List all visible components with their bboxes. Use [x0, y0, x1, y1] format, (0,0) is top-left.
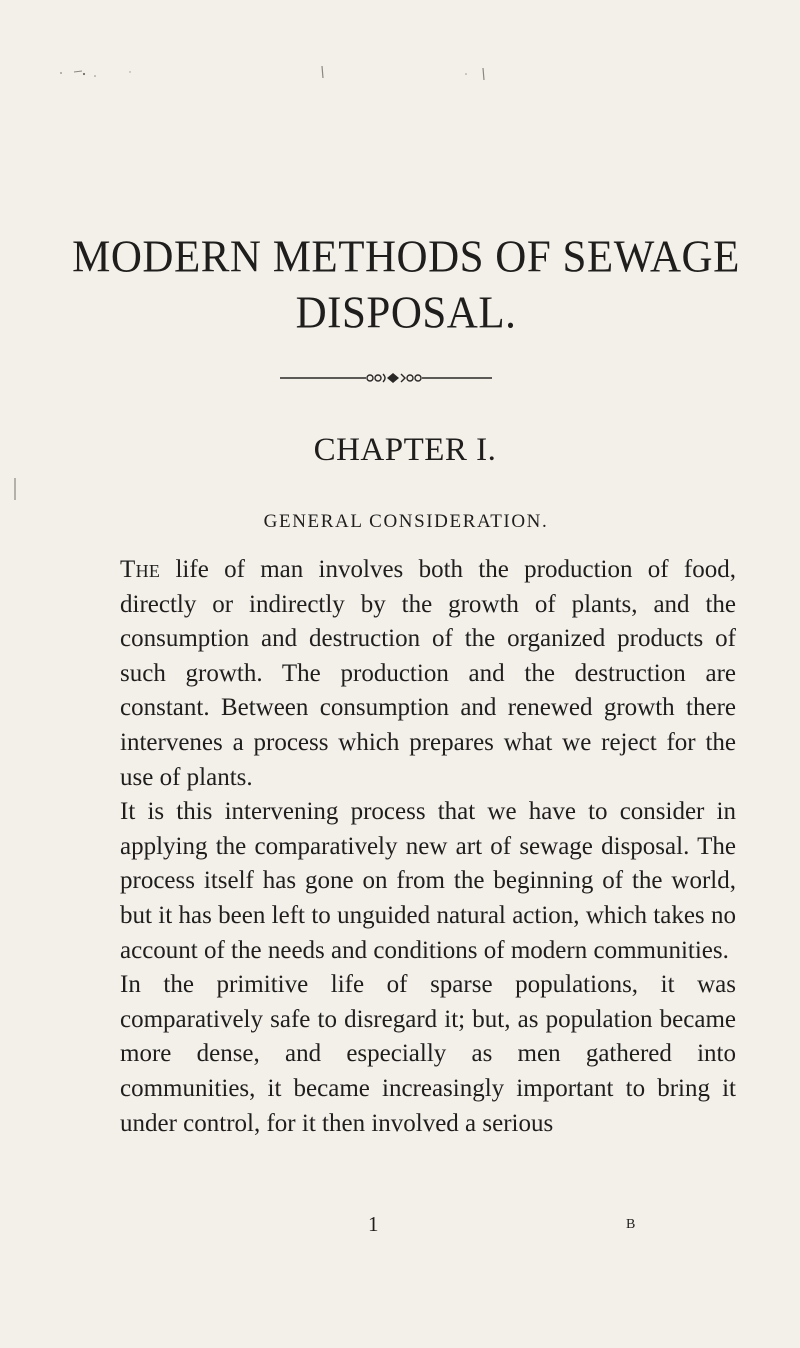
- page-number: 1: [368, 1212, 379, 1236]
- paragraph-3: In the primitive life of sparse populations, it was comparatively safe to disregard it; but, as population became more dense, and especially as men gathered into communities, it became increasingly important to bring it under control, for it then involved a serious: [120, 971, 736, 1137]
- signature-mark: B: [626, 1217, 637, 1232]
- body-text: [120, 553, 736, 1141]
- book-title-line-2: DISPOSAL.: [295, 288, 517, 339]
- paragraph-lead-word: The: [120, 556, 161, 583]
- decorative-rule-icon: [280, 368, 520, 388]
- paragraph-2: It is this intervening process that we have to consider in applying the comparatively new art of sewage disposal. The process itself has gone on from the beginning of the world, but it has been left to unguided natural action, which takes no account of the needs and conditions of modern communities.: [120, 798, 736, 964]
- paragraph-1: [120, 553, 736, 795]
- section-heading: GENERAL CONSIDERATION.: [263, 511, 549, 532]
- paper-specks: [0, 0, 800, 140]
- paragraph-1-text: life of man involves both the production of food, directly or indirectly by the growth of plants, and the consumption and destruction of the organized products of such growth. The production and the destruction are constant. Between consumption and renewed growth there intervenes a process which prepares what we reject for the use of plants.: [120, 556, 736, 791]
- book-title-line-1: MODERN METHODS OF SEWAGE: [72, 232, 740, 283]
- chapter-heading: CHAPTER I.: [313, 432, 497, 468]
